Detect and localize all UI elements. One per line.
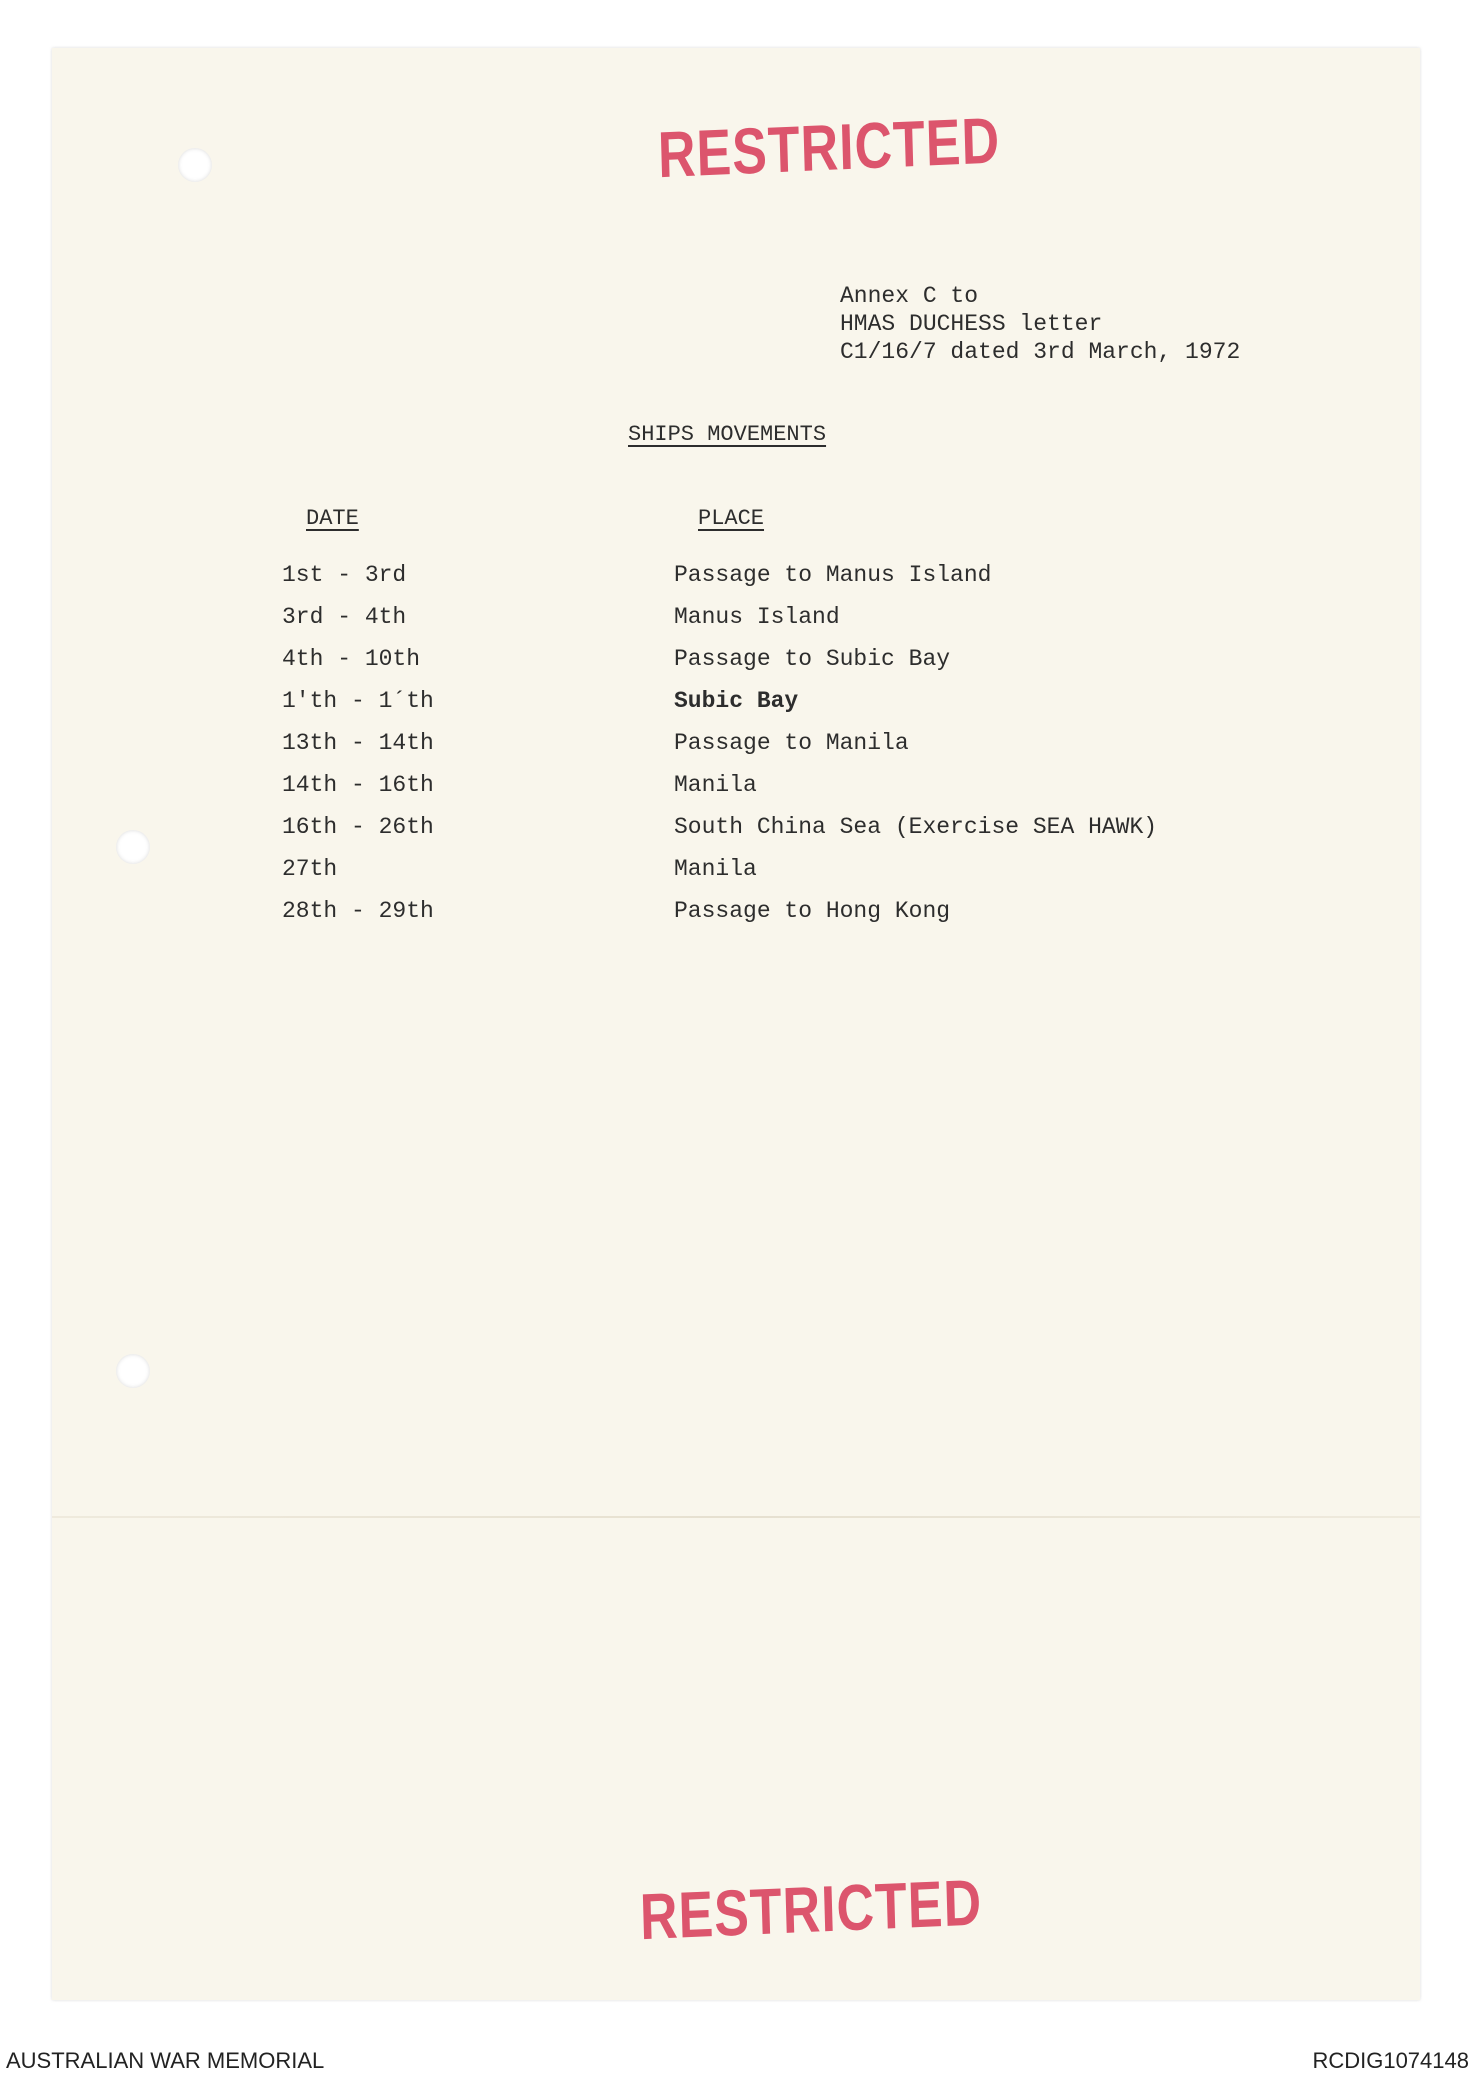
movement-row	[52, 646, 1420, 686]
movement-date: 1'th - 1´th	[282, 688, 434, 714]
punch-hole-top	[178, 148, 212, 182]
movement-date: 1st - 3rd	[282, 562, 407, 588]
movement-place: South China Sea (Exercise SEA HAWK)	[674, 814, 1158, 840]
annex-line-3: C1/16/7 dated 3rd March, 1972	[840, 339, 1241, 365]
movement-row	[52, 898, 1420, 938]
restricted-stamp-bottom: RESTRICTED	[638, 1866, 984, 1955]
movement-place: Passage to Manila	[674, 730, 909, 756]
annex-reference	[840, 282, 1240, 366]
movement-place: Manus Island	[674, 604, 840, 630]
movement-row	[52, 688, 1420, 728]
movement-row	[52, 856, 1420, 896]
movement-row	[52, 730, 1420, 770]
restricted-stamp-top: RESTRICTED	[656, 104, 1002, 193]
movement-date: 27th	[282, 856, 338, 882]
movement-row	[52, 772, 1420, 812]
annex-line-2: HMAS DUCHESS letter	[840, 311, 1103, 337]
column-header-place: PLACE	[698, 506, 765, 531]
movement-place: Manila	[674, 856, 757, 882]
movement-date: 13th - 14th	[282, 730, 434, 756]
page-title: SHIPS MOVEMENTS	[628, 422, 827, 447]
movement-row	[52, 604, 1420, 644]
column-header-date: DATE	[306, 506, 359, 531]
movement-date: 16th - 26th	[282, 814, 434, 840]
movement-date: 14th - 16th	[282, 772, 434, 798]
annex-line-1: Annex C to	[840, 283, 979, 309]
movement-row	[52, 562, 1420, 602]
movement-place: Passage to Manus Island	[674, 562, 992, 588]
movement-date: 3rd - 4th	[282, 604, 407, 630]
movement-row	[52, 814, 1420, 854]
movement-date: 4th - 10th	[282, 646, 421, 672]
movement-place: Subic Bay	[674, 688, 799, 714]
document-page	[52, 48, 1420, 2000]
paper-fold	[52, 1516, 1420, 1518]
footer-item-id: RCDIG1074148	[1312, 2048, 1469, 2073]
movement-place: Passage to Hong Kong	[674, 898, 951, 924]
footer-archive-name: AUSTRALIAN WAR MEMORIAL	[6, 2048, 325, 2073]
punch-hole-lower	[116, 1354, 150, 1388]
movement-place: Manila	[674, 772, 757, 798]
movement-date: 28th - 29th	[282, 898, 434, 924]
movement-place: Passage to Subic Bay	[674, 646, 951, 672]
